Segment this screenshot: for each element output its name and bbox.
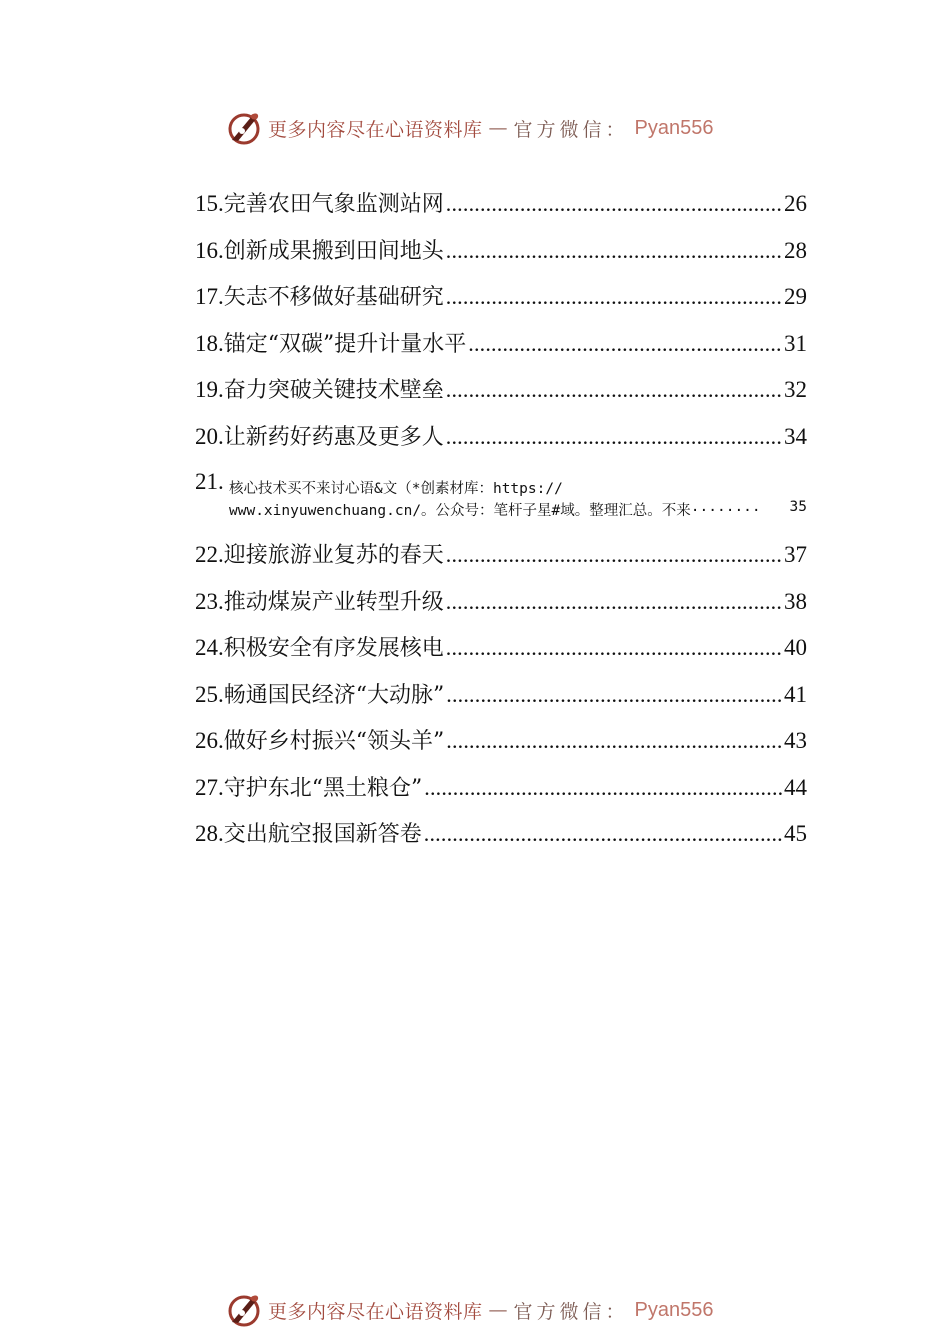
toc-page-number: 38 xyxy=(784,588,807,614)
toc-entry[interactable] xyxy=(195,770,807,817)
toc-number: 15. xyxy=(195,191,224,216)
banner-text: 更多内容尽在心语资料库 xyxy=(268,1300,483,1323)
brush-logo-icon xyxy=(226,1292,262,1328)
toc-title-line2: www.xinyuwenchuang.cn/。公众号：笔杆子星#域。整理汇总。不来 xyxy=(229,503,691,519)
toc-number: 22. xyxy=(195,542,224,567)
toc-leader-dots xyxy=(424,816,782,852)
toc-leader-dots xyxy=(424,770,782,806)
toc-entry[interactable] xyxy=(195,233,807,280)
toc-title: 积极安全有序发展核电 xyxy=(223,636,444,661)
toc-number: 20. xyxy=(195,423,224,449)
toc-title: 守护东北“黑土粮仓” xyxy=(223,775,423,801)
toc-entry[interactable] xyxy=(195,372,807,419)
toc-page-number: 44 xyxy=(784,774,807,800)
toc-number: 18. xyxy=(195,330,224,356)
banner-wechat-label: 官方微信： xyxy=(513,118,629,141)
banner-text: 更多内容尽在心语资料库 xyxy=(268,118,483,141)
toc-leader-dots xyxy=(446,372,782,408)
toc-title: 做好乡村振兴“领头羊” xyxy=(223,729,445,754)
toc-page-number: 28 xyxy=(784,237,807,263)
toc-entry[interactable] xyxy=(195,419,807,466)
toc-page-number: 40 xyxy=(784,635,807,660)
toc-entry[interactable] xyxy=(195,677,807,724)
toc-number: 17. xyxy=(195,284,224,309)
toc-number: 16. xyxy=(195,237,224,263)
toc-title-line2-row xyxy=(229,499,807,520)
toc-number: 23. xyxy=(195,588,224,614)
toc-page-number: 35 xyxy=(789,499,807,515)
toc-page-number: 26 xyxy=(784,191,807,216)
table-of-contents xyxy=(195,186,807,863)
toc-leader-dots xyxy=(691,499,790,520)
toc-entry[interactable] xyxy=(195,537,807,584)
toc-number: 26. xyxy=(195,728,224,753)
toc-leader-dots xyxy=(446,677,782,713)
toc-leader-dots xyxy=(446,630,782,666)
toc-number: 24. xyxy=(195,635,224,660)
banner-separator: — xyxy=(488,117,508,139)
toc-title: 交出航空报国新答卷 xyxy=(223,822,422,847)
toc-leader-dots xyxy=(446,723,782,759)
toc-page-number: 29 xyxy=(784,284,807,309)
toc-title: 矢志不移做好基础研究 xyxy=(223,285,444,310)
toc-number: 27. xyxy=(195,774,224,800)
header-banner xyxy=(226,108,714,148)
brush-logo-icon xyxy=(226,110,262,146)
toc-title-line1: 核心技术买不来讨心语&文（*创素材库：https:// xyxy=(229,481,563,497)
toc-page-number: 43 xyxy=(784,728,807,753)
footer-banner xyxy=(226,1290,714,1330)
toc-title: 奋力突破关键技术壁垒 xyxy=(223,378,444,403)
toc-number: 25. xyxy=(195,681,224,707)
toc-title: 创新成果搬到田间地头 xyxy=(223,238,444,264)
toc-leader-dots xyxy=(446,419,782,455)
toc-entry[interactable] xyxy=(195,326,807,373)
toc-leader-dots xyxy=(446,233,782,269)
toc-title: 畅通国民经济“大动脉” xyxy=(223,682,445,708)
toc-leader-dots xyxy=(446,584,782,620)
toc-number: 21. xyxy=(195,469,224,494)
toc-leader-dots xyxy=(446,186,782,222)
toc-entry[interactable] xyxy=(195,816,807,863)
toc-leader-dots xyxy=(446,279,782,315)
toc-page-number: 37 xyxy=(784,542,807,567)
toc-entry[interactable] xyxy=(195,279,807,326)
banner-wechat-label: 官方微信： xyxy=(513,1300,629,1323)
toc-entry[interactable] xyxy=(195,584,807,631)
toc-title: 锚定“双碳”提升计量水平 xyxy=(223,331,467,357)
toc-entry-watermarked[interactable] xyxy=(195,469,807,543)
toc-number: 19. xyxy=(195,377,224,402)
toc-leader-dots xyxy=(468,326,782,362)
banner-wechat-id: Pyan556 xyxy=(634,1298,714,1321)
banner-separator: — xyxy=(488,1299,508,1321)
toc-title: 完善农田气象监测站网 xyxy=(223,192,444,217)
toc-entry[interactable] xyxy=(195,723,807,770)
toc-page-number: 32 xyxy=(784,377,807,402)
toc-page-number: 41 xyxy=(784,681,807,707)
toc-entry[interactable] xyxy=(195,630,807,677)
toc-page-number: 34 xyxy=(784,423,807,449)
toc-title: 迎接旅游业复苏的春天 xyxy=(223,543,444,568)
toc-page-number: 31 xyxy=(784,330,807,356)
toc-title: 推动煤炭产业转型升级 xyxy=(223,589,444,615)
toc-page-number: 45 xyxy=(784,821,807,846)
toc-title: 让新药好药惠及更多人 xyxy=(223,424,444,450)
banner-wechat-id: Pyan556 xyxy=(634,116,714,139)
toc-number: 28. xyxy=(195,821,224,846)
toc-entry[interactable] xyxy=(195,186,807,233)
